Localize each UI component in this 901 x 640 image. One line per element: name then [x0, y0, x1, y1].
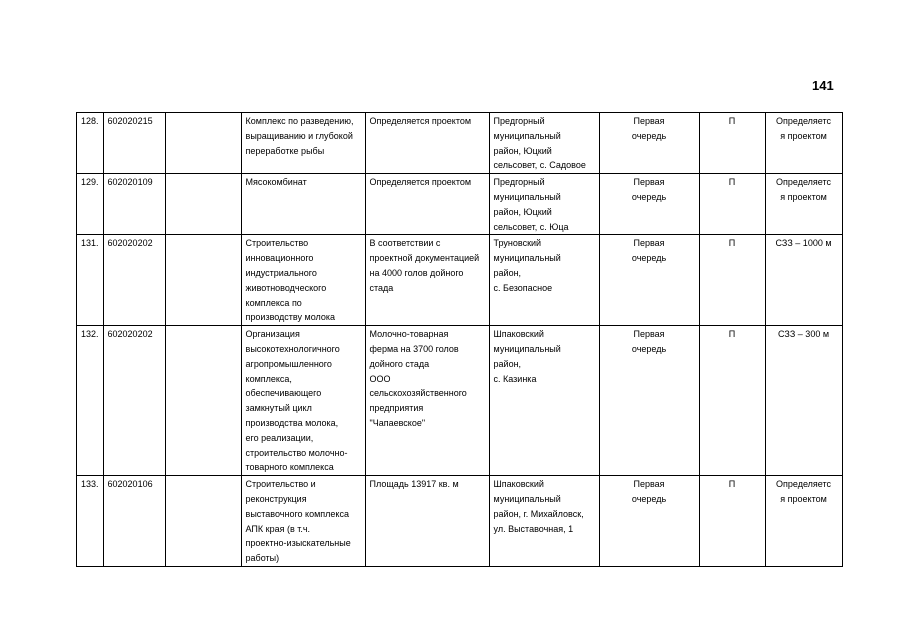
row-zone: Определяетс я проектом	[765, 113, 842, 174]
row-location: Предгорный муниципальный район, Юцкий сельсовет, с. Юца	[489, 174, 599, 235]
table-row	[77, 326, 843, 476]
row-zone: Определяетс я проектом	[765, 476, 842, 567]
row-stage: Первая очередь	[599, 235, 699, 326]
row-stage: Первая очередь	[599, 326, 699, 476]
row-zone: СЗЗ – 300 м	[765, 326, 842, 476]
row-empty-cell	[165, 113, 241, 174]
row-location: Труновский муниципальный район, с. Безопасное	[489, 235, 599, 326]
row-parameters: Определяется проектом	[365, 174, 489, 235]
row-object-name: Комплекс по разведению, выращиванию и глубокой переработке рыбы	[241, 113, 365, 174]
row-code: 602020106	[103, 476, 165, 567]
row-parameters: Молочно-товарная ферма на 3700 голов дойного стада ООО сельскохозяйственного предприятия "Чапаевское"	[365, 326, 489, 476]
row-empty-cell	[165, 476, 241, 567]
row-object-name: Мясокомбинат	[241, 174, 365, 235]
table-row	[77, 476, 843, 567]
row-location: Предгорный муниципальный район, Юцкий сельсовет, с. Садовое	[489, 113, 599, 174]
table-row	[77, 174, 843, 235]
objects-table	[76, 112, 843, 567]
row-status: П	[699, 174, 765, 235]
row-empty-cell	[165, 174, 241, 235]
row-code: 602020202	[103, 235, 165, 326]
table-row	[77, 235, 843, 326]
row-status: П	[699, 476, 765, 567]
row-object-name: Строительство инновационного индустриального животноводческого комплекса по производству молока	[241, 235, 365, 326]
row-object-name: Строительство и реконструкция выставочного комплекса АПК края (в т.ч. проектно-изыскательные работы)	[241, 476, 365, 567]
row-number: 133.	[77, 476, 104, 567]
row-stage: Первая очередь	[599, 476, 699, 567]
row-stage: Первая очередь	[599, 174, 699, 235]
row-zone: СЗЗ – 1000 м	[765, 235, 842, 326]
page-number: 141	[812, 78, 834, 93]
row-code: 602020109	[103, 174, 165, 235]
row-stage: Первая очередь	[599, 113, 699, 174]
row-status: П	[699, 326, 765, 476]
row-empty-cell	[165, 326, 241, 476]
row-empty-cell	[165, 235, 241, 326]
row-code: 602020215	[103, 113, 165, 174]
row-parameters: Определяется проектом	[365, 113, 489, 174]
row-location: Шпаковский муниципальный район, г. Михайловск, ул. Выставочная, 1	[489, 476, 599, 567]
row-number: 128.	[77, 113, 104, 174]
row-status: П	[699, 235, 765, 326]
row-zone: Определяетс я проектом	[765, 174, 842, 235]
row-location: Шпаковский муниципальный район, с. Казинка	[489, 326, 599, 476]
row-status: П	[699, 113, 765, 174]
row-object-name: Организация высокотехнологичного агропромышленного комплекса, обеспечивающего замкнутый цикл производства молока, его реализации, строительство молочно- товарного комплекса	[241, 326, 365, 476]
row-number: 131.	[77, 235, 104, 326]
row-number: 132.	[77, 326, 104, 476]
row-parameters: Площадь 13917 кв. м	[365, 476, 489, 567]
row-code: 602020202	[103, 326, 165, 476]
row-number: 129.	[77, 174, 104, 235]
table-row	[77, 113, 843, 174]
row-parameters: В соответствии с проектной документацией на 4000 голов дойного стада	[365, 235, 489, 326]
